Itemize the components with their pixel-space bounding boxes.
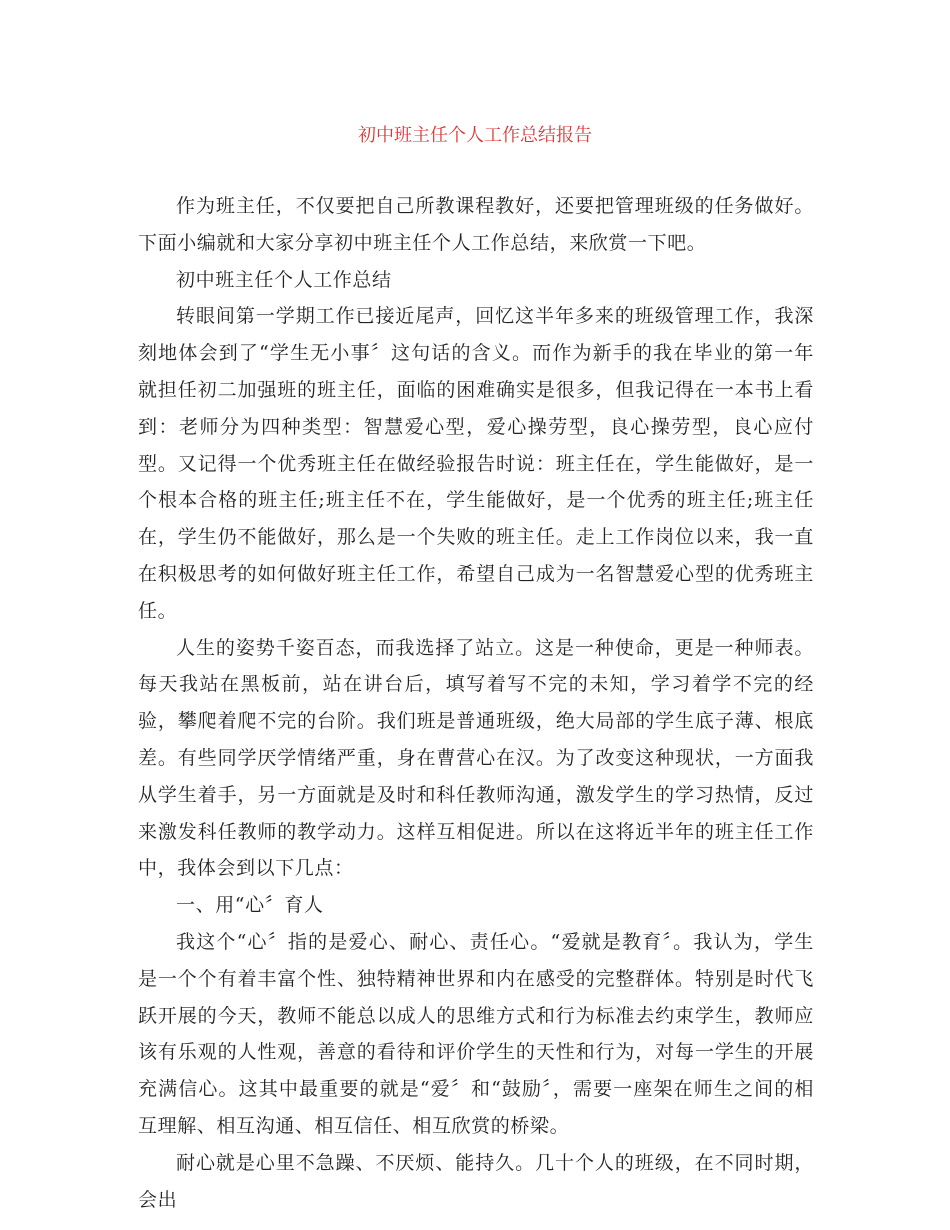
body-paragraph: 人生的姿势千姿百态，而我选择了站立。这是一种使命，更是一种师表。每天我站在黑板前，站在讲台后，填写着写不完的未知，学习着学不完的经验，攀爬着爬不完的台阶。我们班是普通班级，绝大局部的学生底子薄、根底差。有些同学厌学情绪严重，身在曹营心在汉。为了改变这种现状，一方面我从学生着手，另一方面就是及时和科任教师沟通，激发学生的学习热情，反过来激发科任教师的教学动力。这样互相促进。所以在这将近半年的班主任工作中，我体会到以下几点： xyxy=(138,636,814,880)
body-paragraph: 转眼间第一学期工作已接近尾声，回忆这半年多来的班级管理工作，我深刻地体会到了“学生无小事〞这句话的含义。而作为新手的我在毕业的第一年就担任初二加强班的班主任，面临的困难确实是很多，但我记得在一本书上看到：老师分为四种类型：智慧爱心型，爱心操劳型，良心操劳型，良心应付型。又记得一个优秀班主任在做经验报告时说：班主任在，学生能做好，是一个根本合格的班主任;班主任不在，学生能做好，是一个优秀的班主任;班主任在，学生仍不能做好，那么是一个失败的班主任。走上工作岗位以来，我一直在积极思考的如何做好班主任工作，希望自己成为一名智慧爱心型的优秀班主任。 xyxy=(138,305,814,622)
body-paragraph: 耐心就是心里不急躁、不厌烦、能持久。几十个人的班级，在不同时期，会出 xyxy=(138,1151,814,1211)
section-heading: 初中班主任个人工作总结 xyxy=(176,268,392,291)
intro-paragraph: 作为班主任，不仅要把自己所教课程教好，还要把管理班级的任务做好。下面小编就和大家分享初中班主任个人工作总结，来欣赏一下吧。 xyxy=(138,195,814,254)
subsection-heading: 一、用“心〞育人 xyxy=(176,894,324,917)
body-paragraph: 我这个“心〞指的是爱心、耐心、责任心。“爱就是教育〞。我认为，学生是一个个有着丰富个性、独特精神世界和内在感受的完整群体。特别是时代飞跃开展的今天，教师不能总以成人的思维方式和行为标准去约束学生，教师应该有乐观的人性观，善意的看待和评价学生的天性和行为，对每一学生的开展充满信心。这其中最重要的就是“爱〞和“鼓励〞，需要一座架在师生之间的相互理解、相互沟通、相互信任、相互欣赏的桥梁。 xyxy=(138,930,814,1137)
document-title: 初中班主任个人工作总结报告 xyxy=(358,125,592,146)
document-body xyxy=(138,188,814,1218)
